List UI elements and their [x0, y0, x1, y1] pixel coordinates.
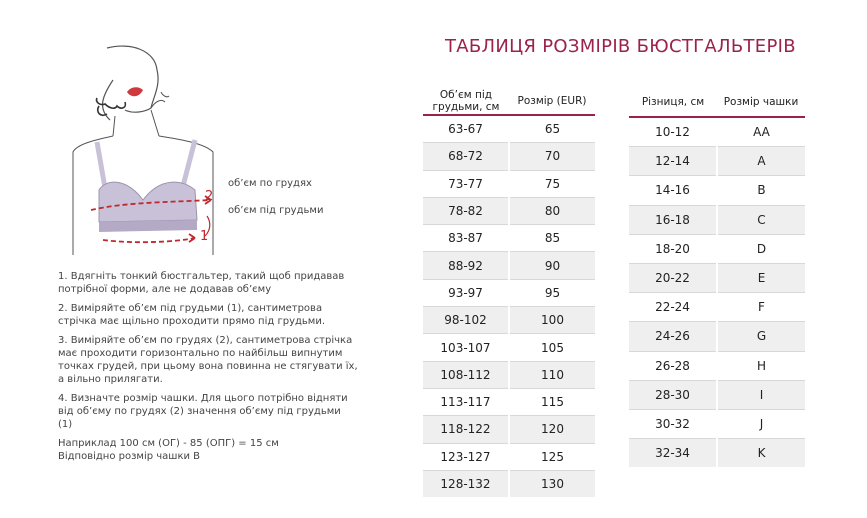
cup-row — [629, 117, 805, 147]
table-cell: 16-18 — [629, 205, 717, 234]
table-cell: 63-67 — [423, 115, 509, 143]
cup-row — [629, 409, 805, 438]
table-cell: A — [717, 147, 805, 176]
underbust-row — [423, 416, 595, 443]
underbust-row — [423, 115, 595, 143]
cup-row — [629, 380, 805, 409]
table-cell: 110 — [509, 361, 595, 388]
table-cell: H — [717, 351, 805, 380]
table-cell: 95 — [509, 279, 595, 306]
table-cell: D — [717, 234, 805, 263]
cup-row — [629, 263, 805, 292]
underbust-row — [423, 279, 595, 306]
page-title: ТАБЛИЦЯ РОЗМІРІВ БЮСТГАЛЬТЕРІВ — [445, 36, 796, 57]
lips-icon — [127, 87, 143, 96]
hair-illustration — [103, 46, 159, 120]
table-cell: F — [717, 293, 805, 322]
header-underbust: Об’єм під грудьми, см — [423, 88, 509, 115]
table-cell: 78-82 — [423, 197, 509, 224]
hair-bun-illustration — [97, 98, 126, 115]
cup-row — [629, 293, 805, 322]
underbust-row — [423, 334, 595, 361]
table-cell: AA — [717, 117, 805, 147]
underbust-row — [423, 443, 595, 470]
table-cell: 18-20 — [629, 234, 717, 263]
cup-row — [629, 205, 805, 234]
instruction-step-3: 3. Виміряйте об’єм по грудях (2), сантиметрова стрічка має проходити горизонтально по найбільш випнутим точках грудей, при цьому вона повинна не стягувати їх, а вільно прилягати. — [58, 335, 358, 385]
underbust-row — [423, 143, 595, 170]
table-cell: 98-102 — [423, 307, 509, 334]
table-cell: 73-77 — [423, 170, 509, 197]
header-difference: Різниця, см — [629, 88, 717, 117]
table-cell: 12-14 — [629, 147, 717, 176]
table-cell: 118-122 — [423, 416, 509, 443]
table-cell: G — [717, 322, 805, 351]
table-cell: 75 — [509, 170, 595, 197]
table-cell: C — [717, 205, 805, 234]
table-cell: I — [717, 380, 805, 409]
underbust-row — [423, 225, 595, 252]
marker-1: 1 — [200, 229, 209, 244]
table-cell: 120 — [509, 416, 595, 443]
table-cell: 22-24 — [629, 293, 717, 322]
underbust-row — [423, 252, 595, 279]
underbust-row — [423, 170, 595, 197]
table-cell: 65 — [509, 115, 595, 143]
table-cell: 123-127 — [423, 443, 509, 470]
table-cell: 125 — [509, 443, 595, 470]
underbust-row — [423, 470, 595, 497]
instruction-step-4: 4. Визначте розмір чашки. Для цього потрібно відняти від об’єму по грудях (2) значення об’єму під грудьми (1) — [58, 393, 348, 430]
bra-measurement-illustration — [55, 40, 325, 255]
cup-row — [629, 147, 805, 176]
cup-row — [629, 234, 805, 263]
table-cell: 100 — [509, 307, 595, 334]
neck-illustration — [113, 110, 159, 136]
table-cell: E — [717, 263, 805, 292]
header-cup-size: Розмір чашки — [717, 88, 805, 117]
table-header-row — [423, 88, 595, 115]
table-cell: 24-26 — [629, 322, 717, 351]
cup-row — [629, 176, 805, 205]
underbust-label: об’єм під грудьми — [228, 205, 324, 216]
measurement-instructions — [58, 270, 358, 463]
table-cell: 80 — [509, 197, 595, 224]
table-cell: K — [717, 439, 805, 468]
table-cell: 30-32 — [629, 409, 717, 438]
table-cell: B — [717, 176, 805, 205]
table-cell: 68-72 — [423, 143, 509, 170]
instruction-step-2: 2. Виміряйте об’єм під грудьми (1), сантиметрова стрічка має щільно проходити прямо під грудьми. — [58, 303, 326, 327]
underbust-size-table — [423, 88, 595, 497]
table-cell: 10-12 — [629, 117, 717, 147]
table-cell: 88-92 — [423, 252, 509, 279]
instruction-step-1: 1. Вдягніть тонкий бюстгальтер, такий щоб придавав потрібної форми, але не додавав об’єму — [58, 271, 345, 295]
table-cell: 130 — [509, 470, 595, 497]
bra-strap-right — [183, 140, 195, 186]
bra-band-illustration — [99, 220, 197, 232]
table-cell: 70 — [509, 143, 595, 170]
instruction-example: Наприклад 100 см (ОГ) - 85 (ОПГ) = 15 см — [58, 438, 279, 449]
table-cell: 93-97 — [423, 279, 509, 306]
table-header-row — [629, 88, 805, 117]
table-cell: 128-132 — [423, 470, 509, 497]
table-cell: 113-117 — [423, 388, 509, 415]
table-cell: 20-22 — [629, 263, 717, 292]
instruction-result: Відповідно розмір чашки В — [58, 451, 201, 462]
table-cell: 103-107 — [423, 334, 509, 361]
table-cell: 108-112 — [423, 361, 509, 388]
table-cell: 26-28 — [629, 351, 717, 380]
underbust-row — [423, 388, 595, 415]
header-eur-size: Розмір (EUR) — [509, 88, 595, 115]
bust-label: об’єм по грудях — [228, 178, 312, 189]
underbust-row — [423, 361, 595, 388]
bra-strap-left — [97, 142, 105, 188]
table-cell: 32-34 — [629, 439, 717, 468]
table-cell: 83-87 — [423, 225, 509, 252]
cup-row — [629, 351, 805, 380]
marker-2: 2 — [205, 189, 214, 204]
table-cell: 105 — [509, 334, 595, 361]
table-cell: 90 — [509, 252, 595, 279]
underbust-row — [423, 197, 595, 224]
underbust-arrow-icon — [103, 238, 195, 242]
cup-row — [629, 322, 805, 351]
table-cell: J — [717, 409, 805, 438]
table-cell: 115 — [509, 388, 595, 415]
table-cell: 85 — [509, 225, 595, 252]
underbust-row — [423, 307, 595, 334]
cup-size-table — [629, 88, 805, 467]
table-cell: 14-16 — [629, 176, 717, 205]
cup-row — [629, 439, 805, 468]
table-cell: 28-30 — [629, 380, 717, 409]
